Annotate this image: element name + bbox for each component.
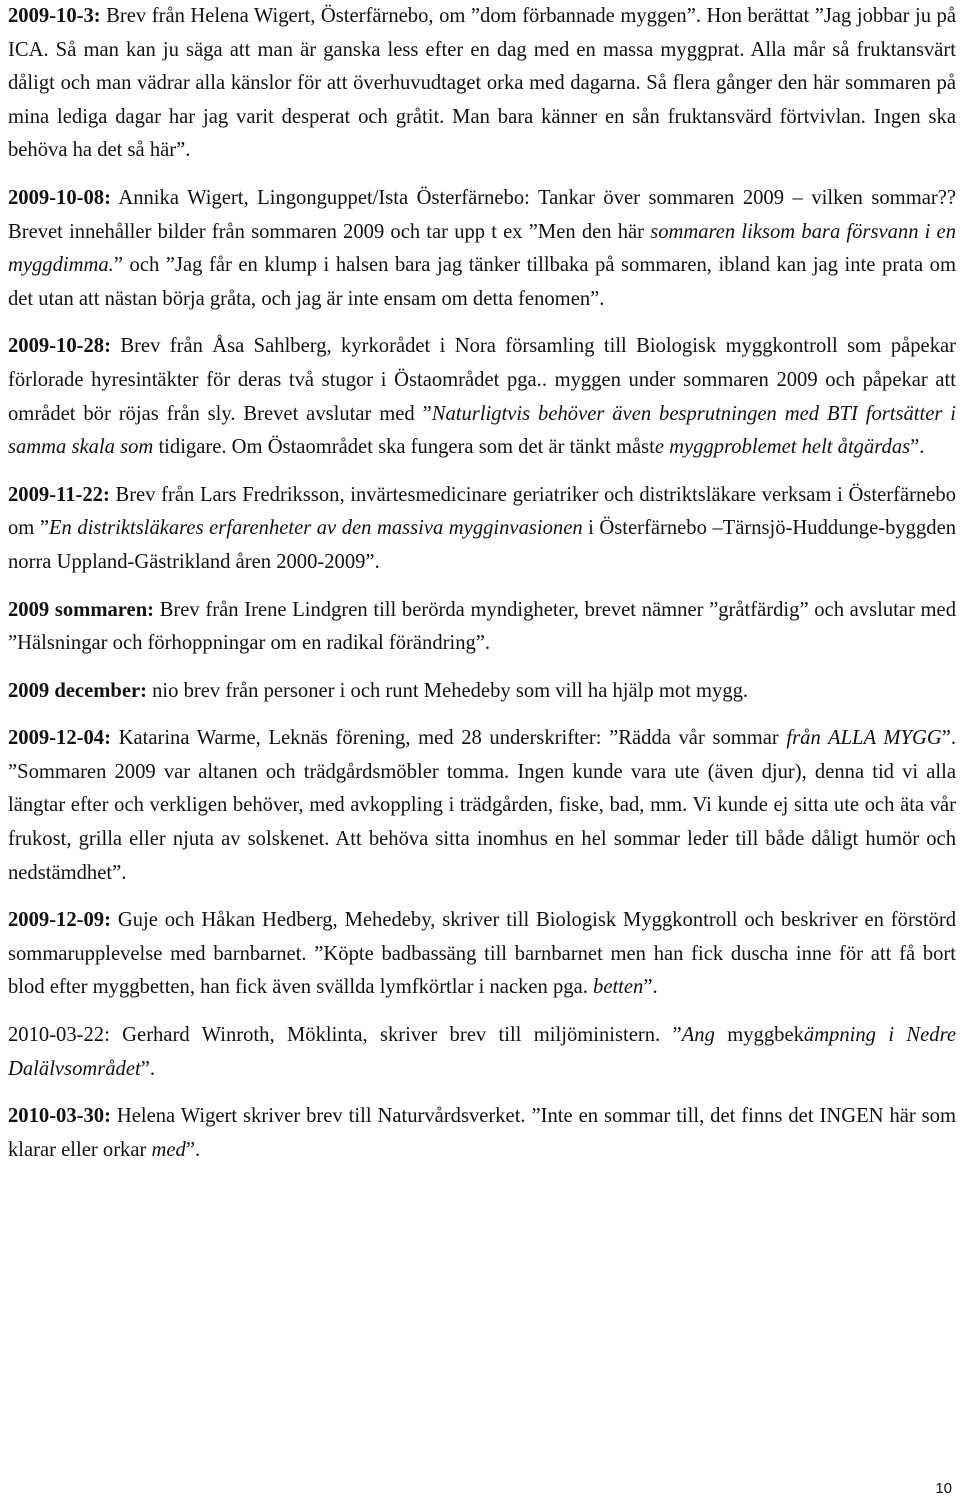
entry-quote-italic: sommaren liksom bara försvann i en myggdimma. xyxy=(8,220,956,277)
entry-date-label: 2009 december: xyxy=(8,679,147,702)
entry-text: myggbek xyxy=(714,1024,804,1047)
entry-text: ”. ”Sommaren 2009 var altanen och trädgårdsmöbler tomma. Ingen kunde vara ute (även djur), denna tid vi alla längtar efter och verkligen behöver, med avkoppling i trädgården, fiske, bad, mm. Vi kunde ej sitta ute och äta vår frukost, grilla eller njuta av solskenet. Att behöva sitta inomhus en hel sommar leder till både dåligt humör och nedstämdhet”. xyxy=(8,727,956,884)
entry-quote-italic: e myggproblemet helt åtgärdas xyxy=(654,436,911,459)
entry-text: ” och ”Jag får en klump i halsen bara jag tänker tillbaka på sommaren, ibland kan jag inte prata om det utan att nästan börja gråta, och jag är inte ensam om detta fenomen”. xyxy=(8,254,956,310)
entry-text: Annika Wigert, Lingonguppet/Ista Österfärnebo: Tankar över sommaren 2009 – vilken sommar?? Brevet innehåller bilder från sommaren 2009 och tar upp t ex ”Men den här xyxy=(8,186,956,243)
document-page xyxy=(8,0,956,1181)
document-entry xyxy=(8,479,956,580)
document-entry xyxy=(8,330,956,464)
entry-quote-italic: från ALLA MYGG xyxy=(786,727,942,750)
entry-text: ”. xyxy=(185,1138,201,1161)
document-entry xyxy=(8,594,956,661)
document-entry xyxy=(8,722,956,890)
entry-text: nio brev från personer i och runt Mehedeby som vill ha hjälp mot mygg. xyxy=(146,679,749,702)
entry-list xyxy=(8,0,956,1167)
entry-text: Brev från Irene Lindgren till berörda myndigheter, brevet nämner ”gråtfärdig” och avslutar med ”Hälsningar och förhoppningar om en radikal förändring”. xyxy=(8,598,956,655)
entry-text: Guje och Håkan Hedberg, Mehedeby, skriver till Biologisk Myggkontroll och beskriver en förstörd sommarupplevelse med barnbarnet. ”Köpte badbassäng till barnbarnet men han fick duscha inne för att få bort blod efter myggbetten, han fick även svällda lymfkörtlar i nacken pga. xyxy=(8,909,956,999)
entry-date-label: 2009-11-22: xyxy=(8,483,110,506)
entry-text: ”. xyxy=(910,436,925,459)
entry-date-label: 2009-12-04: xyxy=(8,727,111,750)
page-number: 10 xyxy=(935,1480,952,1497)
document-entry xyxy=(8,182,956,316)
document-entry xyxy=(8,675,956,709)
entry-date-label: 2009-12-09: xyxy=(8,909,111,932)
entry-text: i Österfärnebo –Tärnsjö-Huddunge-byggden norra Uppland-Gästrikland åren 2000-2009”. xyxy=(8,517,957,573)
entry-quote-italic: betten xyxy=(593,976,644,999)
entry-date-label: 2009-10-28: xyxy=(8,335,111,358)
document-entry xyxy=(8,1019,956,1086)
entry-date-label: 2009-10-3: xyxy=(8,5,101,27)
entry-text: ”. xyxy=(140,1057,155,1080)
entry-text: Helena Wigert skriver brev till Naturvårdsverket. ”Inte en sommar till, det finns det INGEN här som klarar eller orkar xyxy=(8,1105,956,1161)
entry-text: ”. xyxy=(643,976,658,999)
entry-text: Brev från Åsa Sahlberg, kyrkorådet i Nora församling till Biologisk myggkontroll som påpekar förlorade hyresintäkter för deras två stugor i Östaområdet pga.. myggen under sommaren 2009 och påpekar att området bör röjas från sly. Brevet avslutar med ” xyxy=(8,335,956,425)
entry-text: Brev från Lars Fredriksson, invärtesmedicinare geriatriker och distriktsläkare verksam i Österfärnebo om ” xyxy=(8,483,956,540)
entry-quote-italic: med xyxy=(151,1138,186,1161)
entry-quote-italic: En distriktsläkares erfarenheter av den massiva mygginvasionen xyxy=(48,517,583,540)
entry-quote-italic: ämpning i Nedre Dalälvsområdet xyxy=(8,1024,956,1080)
document-entry xyxy=(8,904,956,1005)
entry-text: Katarina Warme, Leknäs förening, med 28 underskrifter: ”Rädda vår sommar xyxy=(110,727,787,750)
entry-quote-italic: Ang xyxy=(681,1024,715,1047)
entry-text: 2010-03-22: Gerhard Winroth, Möklinta, skriver brev till miljöministern. ” xyxy=(8,1024,682,1047)
entry-text: Brev från Helena Wigert, Österfärnebo, om ”dom förbannade myggen”. Hon berättat ”Jag jobbar ju på ICA. Så man kan ju säga att man är ganska less efter en dag med en massa myggprat. Alla mår så fruktansvärt dåligt och man vädrar alla känslor för att överhuvudtaget orka med dagarna. Så flera gånger den här sommaren på mina lediga dagar har jag varit desperat och gråtit. Man bara känner en sån fruktansvärd förtvivlan. Ingen ska behöva ha det så här”. xyxy=(8,5,956,162)
entry-date-label: 2009 sommaren: xyxy=(8,598,155,621)
entry-quote-italic: Naturligtvis behöver även besprutningen med BTI fortsätter i samma skala som xyxy=(8,402,956,459)
entry-date-label: 2010-03-30: xyxy=(8,1105,111,1128)
entry-text: tidigare. Om Östaområdet ska fungera som det är tänkt måst xyxy=(153,436,655,459)
document-entry xyxy=(8,0,956,168)
entry-date-label: 2009-10-08: xyxy=(8,186,111,209)
document-entry xyxy=(8,1100,956,1167)
